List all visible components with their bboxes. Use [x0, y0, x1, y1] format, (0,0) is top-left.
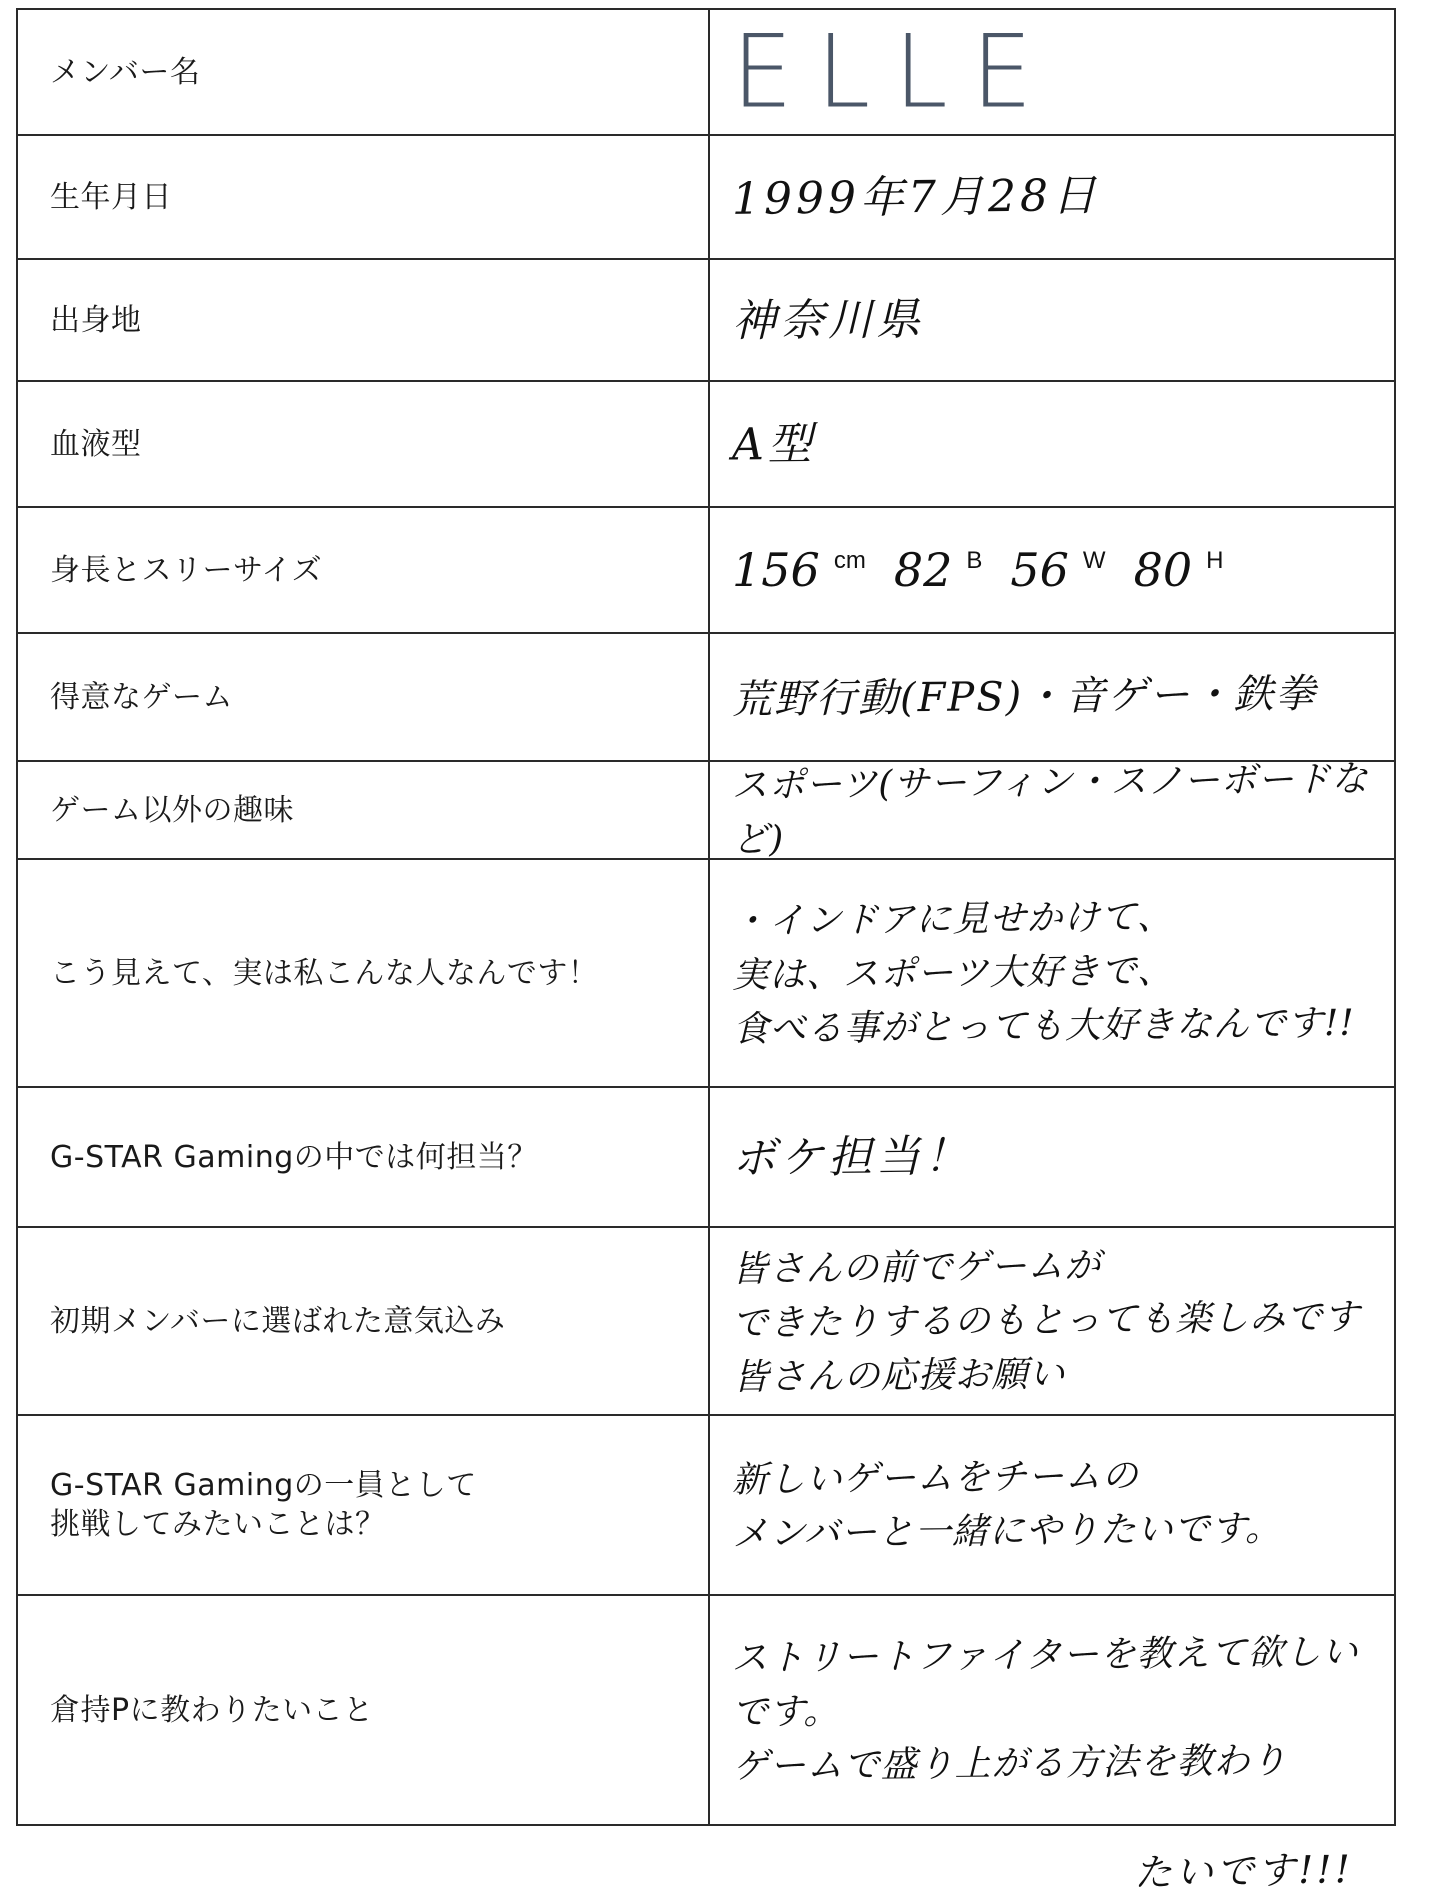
row-personality — [18, 860, 1396, 1088]
overflow-handwriting: たいです!!! — [1133, 1847, 1354, 1895]
row-member-name — [18, 10, 1396, 136]
value-measurements — [710, 508, 1396, 632]
row-role — [18, 1088, 1396, 1228]
height-value: 156 — [732, 543, 820, 597]
row-blood-type — [18, 382, 1396, 508]
row-enthusiasm — [18, 1228, 1396, 1416]
label-learn-from-kuramochi: 倉持Pに教わりたいこと — [18, 1596, 710, 1824]
profile-sheet — [16, 8, 1396, 1826]
value-role — [710, 1088, 1396, 1226]
blood-type-handwriting: A型 — [731, 418, 817, 470]
value-hobbies — [710, 758, 1396, 861]
value-favorite-games — [710, 634, 1396, 760]
row-favorite-games — [18, 634, 1396, 762]
row-learn-from-kuramochi — [18, 1596, 1396, 1826]
value-personality — [710, 860, 1396, 1086]
label-role: G-STAR Gamingの中では何担当？ — [18, 1088, 710, 1226]
label-birthdate: 生年月日 — [18, 136, 710, 258]
hobbies-handwriting: スポーツ(サーフィン・スノーボードなど) — [731, 758, 1369, 861]
label-blood-type: 血液型 — [18, 382, 710, 506]
favorite-games-handwriting: 荒野行動(FPS)・音ゲー・鉄拳 — [731, 670, 1318, 723]
row-hobbies — [18, 758, 1396, 861]
label-favorite-games: 得意なゲーム — [18, 634, 710, 760]
birthdate-handwriting: 1999年7月28日 — [731, 169, 1101, 225]
bust-unit: B — [966, 547, 983, 574]
waist-value: 56 — [1010, 543, 1069, 597]
value-blood-type — [710, 382, 1396, 506]
value-hometown — [710, 260, 1396, 380]
personality-handwriting: ・インドアに見せかけて、 実は、スポーツ大好きで、 食べる事がとっても大好きなんです!! — [731, 896, 1355, 1051]
label-personality: こう見えて、実は私こんな人なんです！ — [18, 860, 710, 1086]
hip-value: 80 — [1133, 543, 1193, 597]
hip-unit: H — [1206, 547, 1224, 574]
label-hobbies: ゲーム以外の趣味 — [18, 762, 710, 858]
row-challenge — [18, 1416, 1396, 1596]
height-unit: cm — [833, 547, 866, 574]
label-challenge: G-STAR Gamingの一員として 挑戦してみたいことは？ — [18, 1416, 710, 1594]
member-name-handwriting: ELLE — [732, 13, 1057, 131]
measurements-handwriting — [732, 543, 1251, 597]
value-member-name — [710, 10, 1396, 134]
value-challenge — [710, 1416, 1396, 1594]
label-member-name: メンバー名 — [18, 10, 710, 134]
value-enthusiasm — [710, 1228, 1396, 1414]
waist-unit: W — [1082, 547, 1106, 574]
challenge-handwriting: 新しいゲームをチームの メンバーと一緒にやりたいです。 — [731, 1455, 1283, 1555]
label-hometown: 出身地 — [18, 260, 710, 380]
learn-handwriting: ストリートファイターを教えて欲しい です。 ゲームで盛り上がる方法を教わり — [731, 1631, 1359, 1788]
bust-value: 82 — [893, 543, 953, 597]
label-enthusiasm: 初期メンバーに選ばれた意気込み — [18, 1228, 710, 1414]
value-learn-from-kuramochi — [710, 1596, 1396, 1824]
hometown-handwriting: 神奈川県 — [731, 293, 925, 347]
enthusiasm-handwriting: 皆さんの前でゲームが できたりするのもとっても楽しみです 皆さんの応援お願い — [731, 1245, 1361, 1399]
row-hometown — [18, 260, 1396, 382]
value-birthdate — [710, 136, 1396, 258]
label-measurements: 身長とスリーサイズ — [18, 508, 710, 632]
row-measurements — [18, 508, 1396, 634]
row-birthdate — [18, 136, 1396, 260]
role-handwriting: ボケ担当！ — [731, 1130, 973, 1184]
